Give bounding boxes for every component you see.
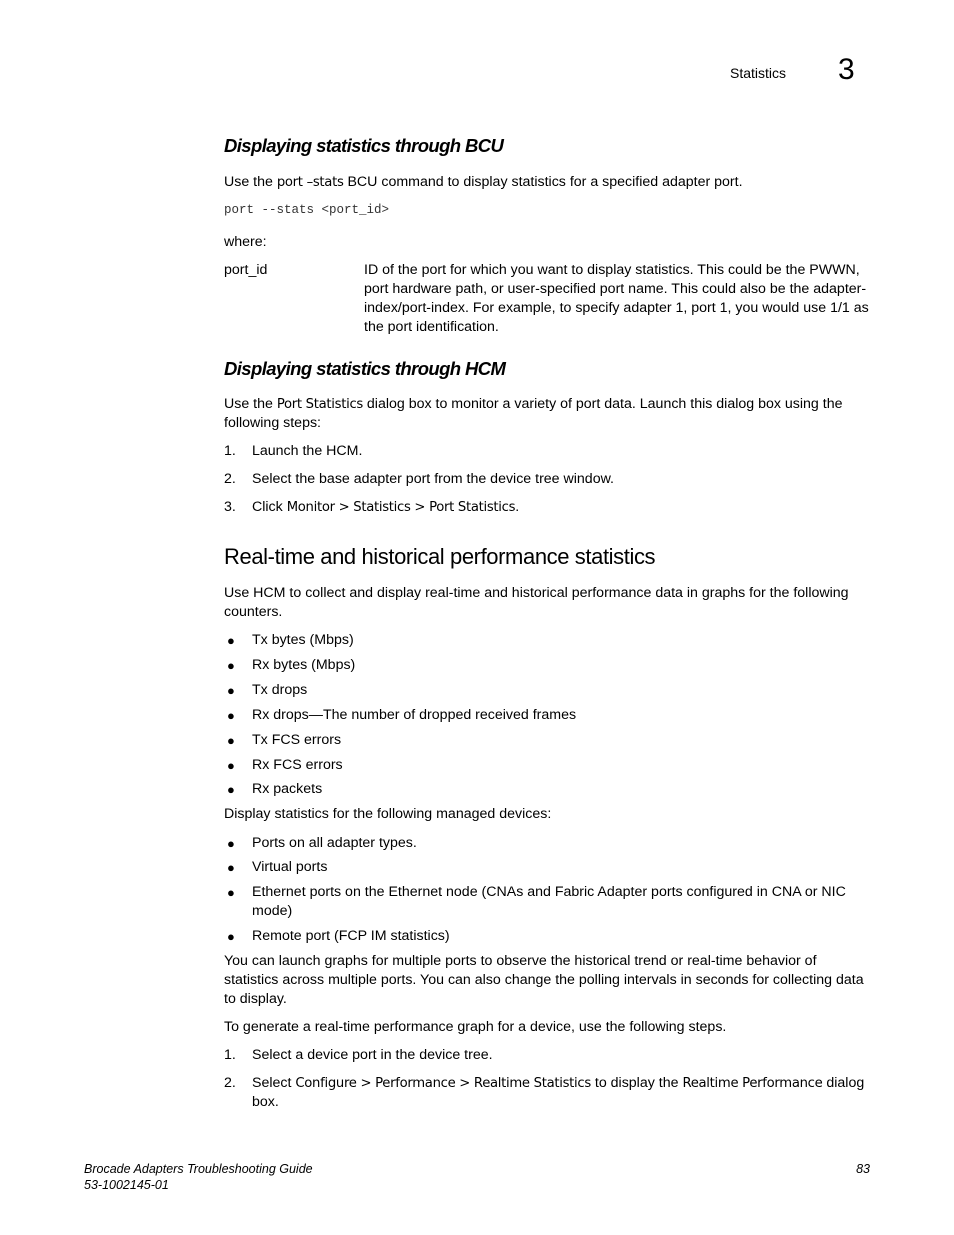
menu-path: Monitor > Statistics > Port Statistics: [286, 500, 516, 515]
counter-text: Rx FCS errors: [252, 757, 343, 773]
definition-term: port_id: [224, 262, 268, 278]
step-text-post: dialog box.: [252, 1075, 865, 1110]
chapter-number: 3: [838, 53, 855, 86]
menu-path: Configure > Performance > Realtime Statistics: [295, 1076, 591, 1091]
bcu-intro-post: BCU command to display statistics for a specified adapter port.: [343, 174, 743, 190]
bullet-icon: ●: [227, 733, 235, 748]
bcu-command: port –stats: [276, 175, 344, 190]
step-number: 2.: [224, 1075, 236, 1091]
hcm-dialog-name: Port Statistics: [276, 397, 363, 412]
step-text: Launch the HCM.: [252, 443, 363, 459]
counter-text: Rx bytes (Mbps): [252, 657, 356, 673]
step-number: 2.: [224, 471, 236, 487]
heading-performance: Real-time and historical performance statistics: [224, 544, 656, 569]
step-text: [252, 498, 872, 517]
hcm-intro-pre: Use the: [224, 396, 277, 412]
graphs-paragraph: You can launch graphs for multiple ports to observe the historical trend or real-time behavior of statistics across multiple ports. You can also change the polling intervals in seconds for collecting data to display.: [224, 953, 864, 1007]
device-text: Ports on all adapter types.: [252, 835, 417, 851]
counter-text: Tx FCS errors: [252, 732, 342, 748]
bullet-icon: ●: [227, 929, 235, 944]
step-text-pre: Select: [252, 1075, 296, 1091]
bullet-icon: ●: [227, 708, 235, 723]
step-text-post: .: [515, 499, 520, 515]
step-text-pre: Click: [252, 499, 287, 515]
bullet-icon: ●: [227, 782, 235, 797]
step-number: 1.: [224, 443, 236, 459]
running-header-section: Statistics: [730, 65, 787, 81]
step-text-mid: to display the: [590, 1075, 683, 1091]
dialog-name: Realtime Performance: [682, 1076, 823, 1091]
footer-page-number: 83: [856, 1162, 870, 1176]
devices-intro: Display statistics for the following managed devices:: [224, 806, 552, 822]
device-text: Virtual ports: [252, 859, 328, 875]
footer-title: Brocade Adapters Troubleshooting Guide: [84, 1162, 313, 1176]
device-text: Remote port (FCP IM statistics): [252, 928, 450, 944]
bullet-icon: ●: [227, 658, 235, 673]
counter-text: Rx drops—The number of dropped received frames: [252, 707, 577, 723]
perf-intro: Use HCM to collect and display real-time and historical performance data in graphs for the following counters.: [224, 585, 849, 620]
bullet-icon: ●: [227, 758, 235, 773]
bcu-intro-pre: Use the: [224, 174, 277, 190]
step-text: Select a device port in the device tree.: [252, 1047, 493, 1063]
hcm-intro-post: dialog box to monitor a variety of port data. Launch this dialog box using the following steps:: [224, 396, 843, 431]
counter-text: Tx drops: [252, 682, 308, 698]
bullet-icon: ●: [227, 885, 235, 900]
hcm-intro: [224, 395, 874, 433]
counter-text: Tx bytes (Mbps): [252, 632, 354, 648]
heading-bcu: Displaying statistics through BCU: [224, 135, 504, 156]
bullet-icon: ●: [227, 860, 235, 875]
definition-description: ID of the port for which you want to display statistics. This could be the PWWN, port hardware path, or user-specified port name. This could also be the adapter-index/port-index. For example, to specify adapter 1, port 1, you would use 1/1 as the port identification.: [364, 262, 869, 335]
bullet-icon: ●: [227, 836, 235, 851]
bullet-icon: ●: [227, 683, 235, 698]
heading-hcm: Displaying statistics through HCM: [224, 358, 506, 379]
bcu-intro: [224, 173, 874, 192]
bcu-code-sample: port --stats <port_id>: [224, 203, 390, 217]
device-text: Ethernet ports on the Ethernet node (CNAs and Fabric Adapter ports configured in CNA or NIC mode): [252, 884, 846, 919]
footer-doc-number: 53-1002145-01: [84, 1178, 169, 1192]
where-label: where:: [224, 234, 267, 250]
step-number: 3.: [224, 499, 236, 515]
counter-text: Rx packets: [252, 781, 323, 797]
step-text: Select the base adapter port from the device tree window.: [252, 471, 614, 487]
steps-intro: To generate a real-time performance graph for a device, use the following steps.: [224, 1019, 727, 1035]
step-number: 1.: [224, 1047, 236, 1063]
step-text: [252, 1074, 872, 1112]
bullet-icon: ●: [227, 633, 235, 648]
